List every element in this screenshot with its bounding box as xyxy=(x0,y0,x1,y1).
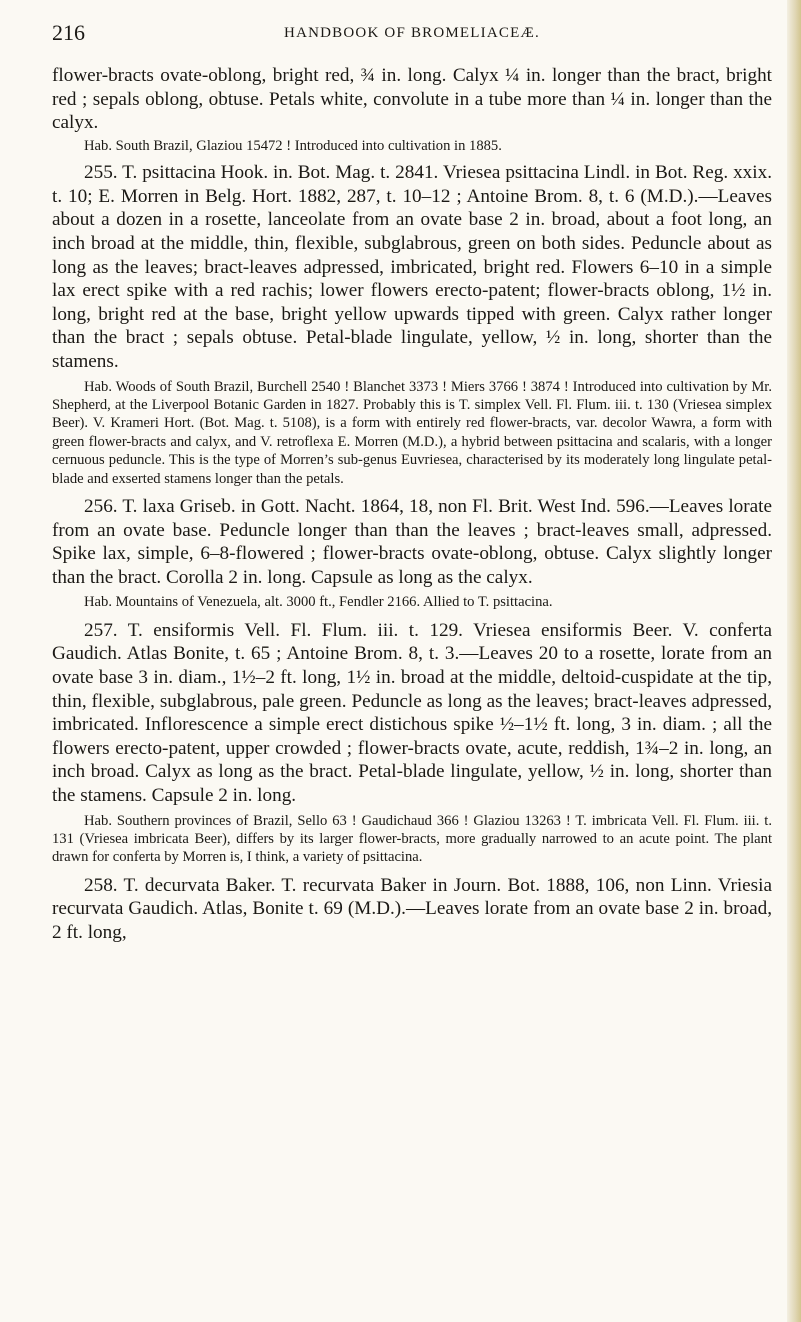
book-page xyxy=(52,20,772,945)
habitat-note-255: Hab. Woods of South Brazil, Burchell 2540 ! Blanchet 3373 ! Miers 3766 ! 3874 ! Introduced into cultivation by Mr. Shepherd, at the Liverpool Botanic Garden in 1827. Probably this is T. simplex Vell. Fl. Flum. iii. t. 130 (Vriesea simplex Beer). V. Krameri Hort. (Bot. Mag. t. 5108), is a form with entirely red flower-bracts, var. decolor Wawra, a form with green flower-bracts and calyx, and V. retroflexa E. Morren (M.D.), a hybrid between psittacina and scalaris, with a longer cernuous peduncle. This is the type of Morren’s sub-genus Euvriesea, characterised by its moderately long lingulate petal-blade and exserted stamens longer than the petals. xyxy=(52,378,772,487)
page-edge-shadow xyxy=(787,0,801,1322)
running-title: HANDBOOK OF BROMELIACEÆ. xyxy=(284,25,540,41)
species-256-laxa: 256. T. laxa Griseb. in Gott. Nacht. 1864, 18, non Fl. Brit. West Ind. 596.—Leaves lorate from an ovate base. Peduncle longer than than the leaves ; bract-leaves small, adpressed. Spike lax, simple, 6–8-flowered ; flower-bracts ovate-oblong, obtuse. Calyx slightly longer than the bract. Corolla 2 in. long. Capsule as long as the calyx. xyxy=(52,495,772,588)
habitat-note-256: Hab. Mountains of Venezuela, alt. 3000 ft., Fendler 2166. Allied to T. psittacina. xyxy=(84,594,553,611)
page-number: 216 xyxy=(52,20,85,45)
page-header xyxy=(52,20,772,64)
paragraph-254-description: flower-bracts ovate-oblong, bright red, ¾ in. long. Calyx ¼ in. longer than the bract, bright red ; sepals oblong, obtuse. Petals white, convolute in a tube more than ¼ in. longer than the calyx. xyxy=(52,65,772,134)
species-258-decurvata: 258. T. decurvata Baker. T. recurvata Baker in Journ. Bot. 1888, 106, non Linn. Vriesia recurvata Gaudich. Atlas, Bonite t. 69 (M.D.).—Leaves lorate from an ovate base 2 in. broad, 2 ft. long, xyxy=(52,874,772,943)
species-257-ensiformis: 257. T. ensiformis Vell. Fl. Flum. iii. t. 129. Vriesea ensiformis Beer. V. conferta Gaudich. Atlas Bonite, t. 65 ; Antoine Brom. 8, t. 3.—Leaves 20 to a rosette, lorate from an ovate base 3 in. diam., 1½–2 ft. long, 1½ in. broad at the middle, deltoid-cuspidate at the tip, thin, flexible, subglabrous, pale green. Peduncle as long as the leaves; bract-leaves adpressed, imbricated. Inflorescence a simple erect distichous spike ½–1½ ft. long, 3 in. diam. ; all the flowers erecto-patent, upper crowded ; flower-bracts ovate, acute, reddish, 1¾–2 in. long, an inch broad. Calyx as long as the bract. Petal-blade lingulate, yellow, ½ in. long, shorter than the stamens. Capsule 2 in. long. xyxy=(52,619,772,806)
species-255-psittacina: 255. T. psittacina Hook. in. Bot. Mag. t. 2841. Vriesea psittacina Lindl. in Bot. Reg. xxix. t. 10; E. Morren in Belg. Hort. 1882, 287, t. 10–12 ; Antoine Brom. 8, t. 6 (M.D.).—Leaves about a dozen in a rosette, lanceolate from an ovate base 2 in. broad, about a foot long, an inch broad at the middle, thin, flexible, subglabrous, green on both sides. Peduncle about as long as the leaves; bract-leaves adpressed, imbricated, bright red. Flowers 6–10 in a simple lax erect spike with a red rachis; lower flowers erecto-patent; flower-bracts oblong, 1½ in. long, bright red at the base, bright yellow upwards tipped with green. Calyx rather longer than the bract ; sepals obtuse. Petal-blade lingulate, yellow, ½ in. long, shorter than the stamens. xyxy=(52,162,772,372)
habitat-note-254: Hab. South Brazil, Glaziou 15472 ! Introduced into cultivation in 1885. xyxy=(84,137,502,154)
habitat-note-257: Hab. Southern provinces of Brazil, Sello 63 ! Gaudichaud 366 ! Glaziou 13263 ! T. imbricata Vell. Fl. Flum. iii. t. 131 (Vriesea imbricata Beer), differs by its larger flower-bracts, more gradually narrowed to an acute point. The plant drawn for conferta by Morren is, I think, a variety of psittacina. xyxy=(52,812,772,866)
